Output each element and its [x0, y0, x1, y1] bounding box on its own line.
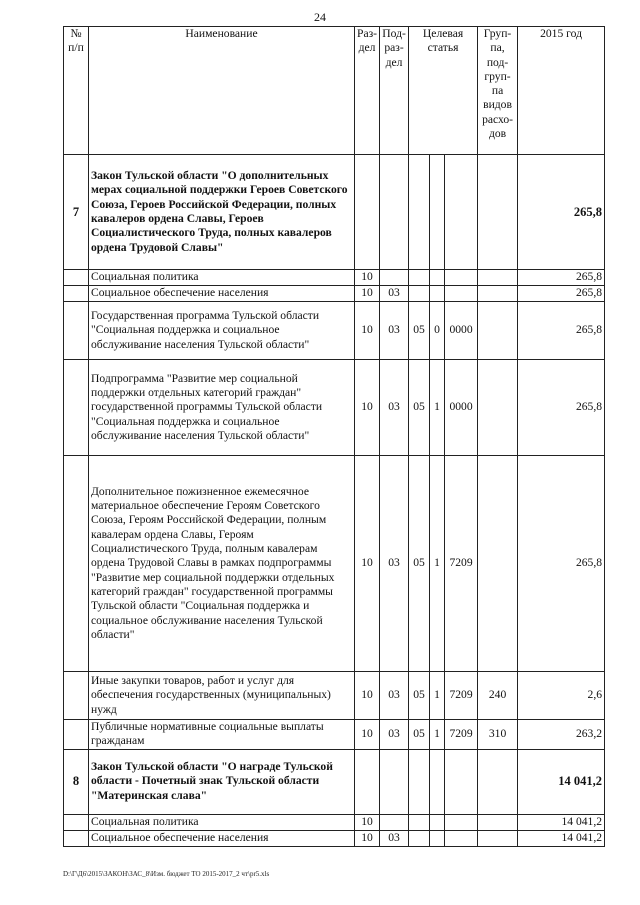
row-section: 10 [355, 672, 380, 720]
row-target-program [409, 749, 430, 814]
row-target-program: 05 [409, 360, 430, 456]
row-amount: 265,8 [518, 155, 605, 270]
row-name: Социальное обеспечение населения [89, 830, 355, 846]
header-expense-group: Груп-па, под-груп-па видов расхо-дов [478, 27, 518, 155]
row-section: 10 [355, 286, 380, 302]
header-subsection: Под-раз-дел [380, 27, 409, 155]
table-row [64, 155, 605, 270]
row-amount: 265,8 [518, 360, 605, 456]
table-row [64, 814, 605, 830]
row-name: Социальная политика [89, 814, 355, 830]
table-row [64, 270, 605, 286]
row-target-program [409, 286, 430, 302]
row-number [64, 720, 89, 750]
row-target-program [409, 814, 430, 830]
row-subsection [380, 814, 409, 830]
row-amount: 265,8 [518, 456, 605, 672]
row-target-subprogram [430, 830, 445, 846]
header-num: № п/п [64, 27, 89, 155]
row-subsection: 03 [380, 720, 409, 750]
row-section [355, 749, 380, 814]
row-section [355, 155, 380, 270]
row-expense-group [478, 456, 518, 672]
table-row [64, 456, 605, 672]
row-subsection: 03 [380, 360, 409, 456]
row-section: 10 [355, 270, 380, 286]
row-target-subprogram [430, 814, 445, 830]
row-expense-group [478, 360, 518, 456]
row-expense-group: 240 [478, 672, 518, 720]
row-target-direction: 0000 [445, 360, 478, 456]
row-amount: 14 041,2 [518, 830, 605, 846]
row-amount: 265,8 [518, 286, 605, 302]
table-row [64, 302, 605, 360]
row-number [64, 270, 89, 286]
row-name: Закон Тульской области "О награде Тульской области - Почетный знак Тульской области "Материнская слава" [89, 749, 355, 814]
row-expense-group [478, 749, 518, 814]
row-target-direction [445, 814, 478, 830]
row-subsection: 03 [380, 302, 409, 360]
table-row [64, 830, 605, 846]
row-section: 10 [355, 302, 380, 360]
row-target-program [409, 270, 430, 286]
row-number: 7 [64, 155, 89, 270]
row-subsection [380, 155, 409, 270]
row-name: Публичные нормативные социальные выплаты гражданам [89, 720, 355, 750]
row-subsection: 03 [380, 672, 409, 720]
row-name: Государственная программа Тульской области "Социальная поддержка и социальное обслуживание населения Тульской области" [89, 302, 355, 360]
table-row [64, 360, 605, 456]
row-target-program [409, 155, 430, 270]
row-amount: 2,6 [518, 672, 605, 720]
row-target-direction [445, 830, 478, 846]
row-name: Дополнительное пожизненное ежемесячное материальное обеспечение Героям Советского Союза, Героям Российской Федерации, полным кавалерам ордена Славы, Героям Социалистического Труда, полным кавалерам ордена Трудовой Славы в рамках подпрограммы "Развитие мер социальной поддержки отдельных категорий граждан" государственной программы Тульской области "Социальная поддержка и социальное обслуживание населения Тульской области" [89, 456, 355, 672]
row-target-subprogram: 1 [430, 360, 445, 456]
row-amount: 265,8 [518, 302, 605, 360]
row-subsection [380, 749, 409, 814]
row-expense-group [478, 814, 518, 830]
row-name: Закон Тульской области "О дополнительных мерах социальной поддержки Героев Советского Союза, Героев Российской Федерации, полных кавалеров ордена Славы, Героев Социалистического Труда, полных кавалеров ордена Трудовой Славы" [89, 155, 355, 270]
row-amount: 14 041,2 [518, 749, 605, 814]
row-target-program: 05 [409, 456, 430, 672]
header-year-2015: 2015 год [518, 27, 605, 155]
row-subsection: 03 [380, 830, 409, 846]
row-target-direction [445, 749, 478, 814]
table-row [64, 286, 605, 302]
row-name: Подпрограмма "Развитие мер социальной поддержки отдельных категорий граждан" государственной программы Тульской области "Социальная поддержка и социальное обслуживание населения Тульской области" [89, 360, 355, 456]
row-target-direction: 0000 [445, 302, 478, 360]
table-row [64, 720, 605, 750]
header-target-article: Целевая статья [409, 27, 478, 155]
header-section: Раз-дел [355, 27, 380, 155]
row-target-program: 05 [409, 302, 430, 360]
row-section: 10 [355, 814, 380, 830]
row-name: Социальное обеспечение населения [89, 286, 355, 302]
row-name: Иные закупки товаров, работ и услуг для обеспечения государственных (муниципальных) нужд [89, 672, 355, 720]
table-row [64, 672, 605, 720]
row-section: 10 [355, 720, 380, 750]
row-target-subprogram: 1 [430, 672, 445, 720]
row-number [64, 360, 89, 456]
header-row [64, 27, 605, 155]
row-name: Социальная политика [89, 270, 355, 286]
row-target-subprogram [430, 749, 445, 814]
footer-file-path: D:\Г\Д6\2015\ЗАКОН\ЗАС_8\Изм. бюджет ТО 2015-2017_2 чт\pr5.xls [63, 870, 270, 878]
row-target-direction: 7209 [445, 720, 478, 750]
row-target-program [409, 830, 430, 846]
row-amount: 263,2 [518, 720, 605, 750]
row-section: 10 [355, 360, 380, 456]
row-target-subprogram: 1 [430, 456, 445, 672]
row-section: 10 [355, 830, 380, 846]
row-target-subprogram: 0 [430, 302, 445, 360]
row-number [64, 814, 89, 830]
row-subsection [380, 270, 409, 286]
row-target-direction [445, 155, 478, 270]
row-expense-group [478, 155, 518, 270]
row-amount: 14 041,2 [518, 814, 605, 830]
row-target-direction: 7209 [445, 456, 478, 672]
row-amount: 265,8 [518, 270, 605, 286]
header-name: Наименование [89, 27, 355, 155]
page-number: 24 [314, 10, 326, 24]
row-number [64, 830, 89, 846]
row-target-program: 05 [409, 720, 430, 750]
row-number [64, 456, 89, 672]
row-expense-group [478, 270, 518, 286]
row-expense-group [478, 302, 518, 360]
row-target-direction [445, 270, 478, 286]
row-target-direction [445, 286, 478, 302]
budget-table [63, 26, 605, 847]
row-target-direction: 7209 [445, 672, 478, 720]
row-expense-group [478, 286, 518, 302]
row-expense-group [478, 830, 518, 846]
row-target-program: 05 [409, 672, 430, 720]
row-subsection: 03 [380, 456, 409, 672]
row-number [64, 286, 89, 302]
row-number: 8 [64, 749, 89, 814]
row-target-subprogram: 1 [430, 720, 445, 750]
row-expense-group: 310 [478, 720, 518, 750]
row-target-subprogram [430, 155, 445, 270]
table-row [64, 749, 605, 814]
row-target-subprogram [430, 286, 445, 302]
row-number [64, 672, 89, 720]
row-number [64, 302, 89, 360]
row-subsection: 03 [380, 286, 409, 302]
row-section: 10 [355, 456, 380, 672]
row-target-subprogram [430, 270, 445, 286]
